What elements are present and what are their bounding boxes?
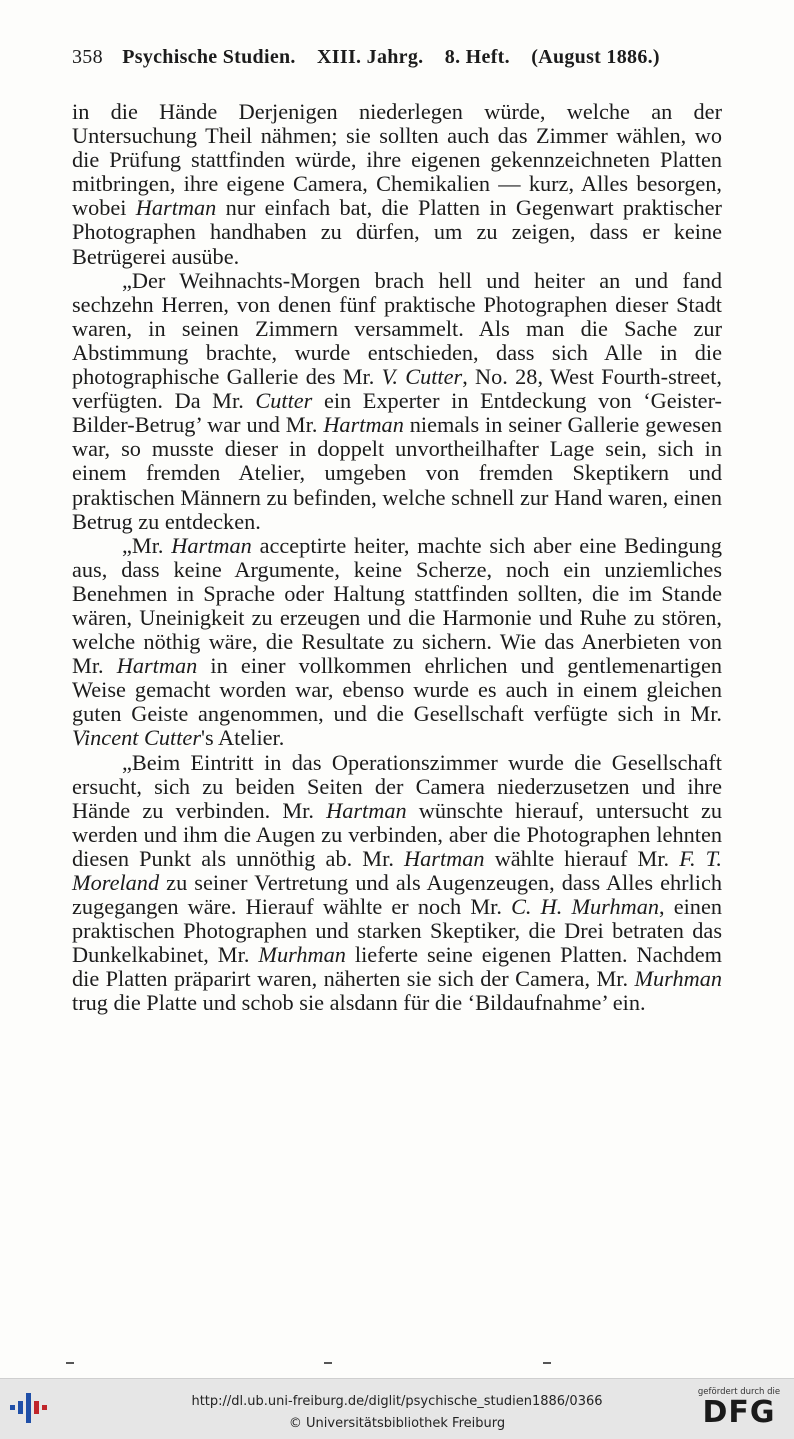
journal-title: Psychische Studien.	[122, 46, 296, 68]
permalink-url[interactable]: http://dl.ub.uni-freiburg.de/diglit/psychische_studien1886/0366	[191, 1394, 603, 1409]
page-bottom-marks	[0, 1358, 794, 1366]
person-name: Hartman	[171, 532, 252, 558]
paragraph: „Mr. Hartman acceptirte heiter, machte sich aber eine Bedingung aus, dass keine Argumente, keine Scherze, noch ein unziemliches Benehmen in Sprache oder Haltung stattfinden sollten, die im Stande wären, Uneinigkeit zu erzeugen und die Harmonie und Ruhe zu stören, welche nöthig wäre, die Resultate zu sichern. Wie das Anerbieten von Mr. Hartman in einer vollkommen ehrlichen und gentlemenartigen Weise gemacht worden war, ebenso wurde es auch in einem gleichen guten Geiste angenommen, und die Gesellschaft verfügte sich in Mr. Vincent Cutter's Atelier.	[72, 532, 722, 751]
person-name: Hartman	[135, 195, 217, 221]
person-name: Hartman	[323, 412, 404, 438]
issue-date: (August 1886.)	[531, 46, 660, 68]
viewer-footer	[0, 1378, 794, 1439]
person-name: Hartman	[326, 797, 407, 823]
volume-label: XIII. Jahrg.	[317, 46, 424, 68]
dfg-logo[interactable]	[692, 1387, 786, 1433]
dfg-funding-label: gefördert durch die	[697, 1387, 781, 1397]
person-name: Vincent Cutter	[72, 725, 202, 751]
person-name: Cutter	[255, 388, 313, 414]
running-header	[72, 46, 732, 69]
person-name: Hartman	[116, 653, 198, 679]
dash-mark	[324, 1362, 332, 1364]
person-name: F. T. Moreland	[72, 845, 722, 895]
paragraph: „Der Weihnachts-Morgen brach hell und heiter an und fand sechzehn Herren, von denen fünf praktische Photographen dieser Stadt waren, in seinen Zimmern versammelt. Als man die Sache zur Abstimmung brachte, wurde entschieden, dass sich Alle in die photographische Gallerie des Mr. V. Cutter, No. 28, West Fourth-street, verfügten. Da Mr. Cutter ein Experter in Entdeckung von ‘Geister-Bilder-Betrug’ war und Mr. Hartman niemals in seiner Gallerie gewesen war, so musste dieser in doppelt unvortheilhafter Lage sein, sich in einem fremden Atelier, umgeben von fremden Skeptikern und praktischen Männern zu befinden, welche schnell zur Hand waren, einen Betrug zu entdecken.	[72, 267, 722, 534]
dash-mark	[66, 1362, 74, 1364]
person-name: Murhman	[634, 966, 722, 992]
issue-label: 8. Heft.	[444, 46, 510, 68]
page-number: 358	[72, 46, 103, 68]
person-name: Hartman	[404, 845, 485, 871]
paragraph: „Beim Eintritt in das Operationszimmer wurde die Gesellschaft ersucht, sich zu beiden Seiten der Camera niederzusetzen und ihre Hände zu verbinden. Mr. Hartman wünschte hierauf, untersucht zu werden und ihm die Augen zu verbinden, aber die Photographen lehnten diesen Punkt als unnöthig ab. Mr. Hartman wählte hierauf Mr. F. T. Moreland zu seiner Vertretung und als Augenzeugen, dass Alles ehrlich zugegangen wäre. Hierauf wählte er noch Mr. C. H. Murhman, einen praktischen Photographen und starken Skeptiker, die Drei betraten das Dunkelkabinet, Mr. Murhman lieferte seine eigenen Platten. Nachdem die Platten präparirt waren, näherten sie sich der Camera, Mr. Murhman trug die Platte und schob sie alsdann für die ‘Bildaufnahme’ ein.	[72, 749, 722, 1016]
copyright-notice: © Universitätsbibliothek Freiburg	[288, 1416, 506, 1431]
dash-mark	[543, 1362, 551, 1364]
dfg-logo-text: DFG	[702, 1395, 776, 1430]
paragraph: in die Hände Derjenigen niederlegen würde, welche an der Untersuchung Theil nähmen; sie sollten auch das Zimmer wählen, wo die Prüfung stattfinden würde, ihre eigenen gekennzeichneten Platten mitbringen, ihre eigene Camera, Chemikalien — kurz, Alles besorgen, wobei Hartman nur einfach bat, die Platten in Gegenwart praktischer Photographen handhaben zu dürfen, um zu zeigen, dass er keine Betrügerei ausübe.	[72, 99, 722, 269]
person-name: C. H. Murhman	[511, 894, 659, 920]
person-name: V. Cutter	[381, 364, 463, 390]
article-body	[72, 100, 722, 1016]
person-name: Murhman	[258, 942, 346, 968]
